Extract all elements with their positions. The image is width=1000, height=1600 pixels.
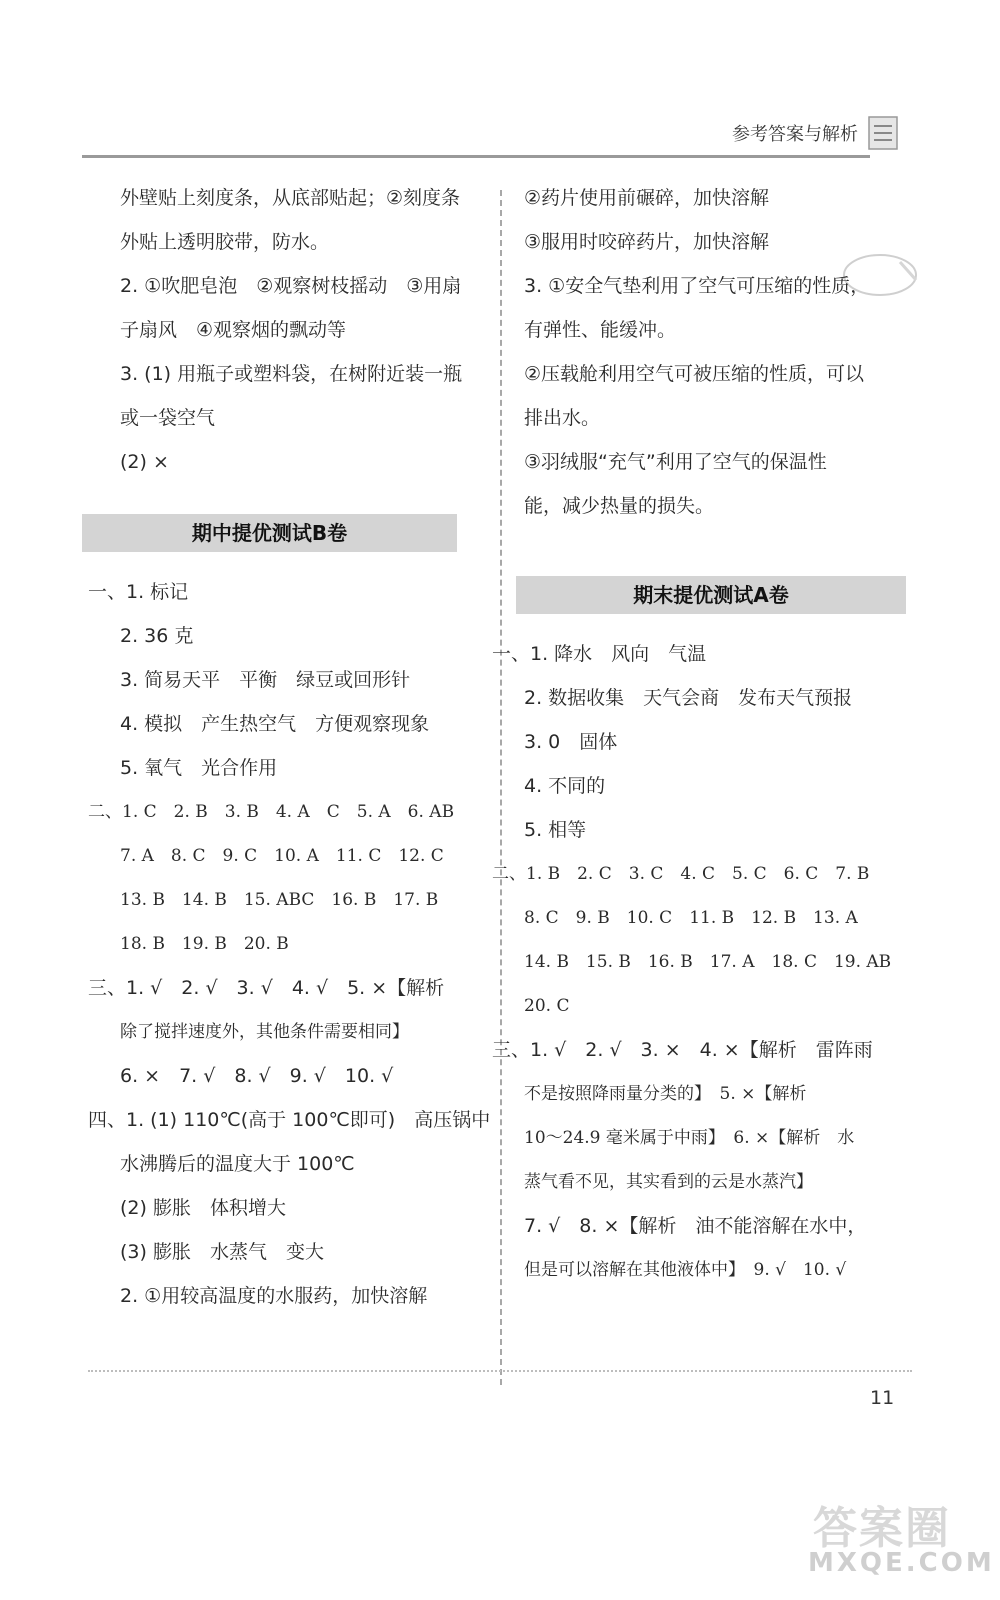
left-pre-block	[88, 176, 478, 484]
text-line: ②压载舱利用空气可被压缩的性质，可以	[524, 363, 865, 385]
text-line: 4. 模拟 产生热空气 方便观察现象	[120, 713, 430, 735]
header-title: 参考答案与解析	[732, 124, 858, 145]
text-line: 3. 简易天平 平衡 绿豆或回形针	[120, 669, 411, 691]
text-line: 四、1. (1) 110℃(高于 100℃即可) 高压锅中	[88, 1109, 491, 1131]
text-line: 二、1. C 2. B 3. B 4. A C 5. A 6. AB	[88, 802, 455, 822]
text-line: 有弹性、能缓冲。	[524, 319, 677, 341]
text-line: 或一袋空气	[120, 407, 216, 429]
header-rule	[82, 155, 870, 158]
text-line: ③羽绒服“充气”利用了空气的保温性	[524, 451, 827, 473]
footer-rule	[88, 1370, 912, 1372]
text-line: 14. B 15. B 16. B 17. A 18. C 19. AB	[524, 952, 892, 972]
text-line: 5. 相等	[524, 819, 587, 841]
text-line: 2. ①用较高温度的水服药，加快溶解	[120, 1285, 428, 1307]
right-post-block	[492, 632, 914, 1292]
text-line: 三、1. √ 2. √ 3. √ 4. √ 5. ×【解析	[88, 977, 445, 999]
text-line: 除了搅拌速度外，其他条件需要相同】	[120, 1022, 409, 1042]
text-line: 5. 氧气 光合作用	[120, 757, 278, 779]
watermark-url: MXQE.COM	[808, 1548, 995, 1578]
text-line: 水沸腾后的温度大于 100℃	[120, 1153, 355, 1175]
left-post-block	[88, 570, 491, 1318]
text-line: 13. B 14. B 15. ABC 16. B 17. B	[120, 890, 439, 910]
text-line: 4. 不同的	[524, 775, 606, 797]
text-line: 6. × 7. √ 8. √ 9. √ 10. √	[120, 1065, 394, 1087]
text-line: 二、1. B 2. C 3. C 4. C 5. C 6. C 7. B	[492, 864, 870, 884]
text-line: 8. C 9. B 10. C 11. B 12. B 13. A	[524, 908, 858, 928]
text-line: 蒸气看不见，其实看到的云是水蒸汽】	[524, 1172, 813, 1192]
text-line: 不是按照降雨量分类的】 5. ×【解析	[524, 1084, 807, 1104]
text-line: 7. √ 8. ×【解析 油不能溶解在水中，	[524, 1215, 867, 1237]
left-column	[88, 176, 491, 1318]
text-line: 排出水。	[524, 407, 601, 429]
right-column	[492, 176, 914, 1292]
text-line: 20. C	[524, 996, 570, 1016]
text-line: 但是可以溶解在其他液体中】 9. √ 10. √	[524, 1260, 847, 1280]
text-line: 三、1. √ 2. √ 3. × 4. ×【解析 雷阵雨	[492, 1039, 873, 1061]
page-number: 11	[870, 1387, 895, 1409]
section-title-midterm-b: 期中提优测试B卷	[82, 514, 457, 552]
text-line: 一、1. 标记	[88, 581, 189, 603]
text-line: ③服用时咬碎药片，加快溶解	[524, 231, 770, 253]
text-line: ②药片使用前碾碎，加快溶解	[524, 187, 770, 209]
page-header	[82, 118, 910, 158]
text-line: 外贴上透明胶带，防水。	[120, 231, 330, 253]
text-line: 7. A 8. C 9. C 10. A 11. C 12. C	[120, 846, 444, 866]
text-line: (3) 膨胀 水蒸气 变大	[120, 1241, 324, 1263]
text-line: 18. B 19. B 20. B	[120, 934, 289, 954]
text-line: 3. (1) 用瓶子或塑料袋，在树附近装一瓶	[120, 363, 463, 385]
text-line: 2. 数据收集 天气会商 发布天气预报	[524, 687, 853, 709]
watermark-logo-text: 答案圈	[813, 1503, 951, 1554]
text-line: 3. 0 固体	[524, 731, 618, 753]
text-line: (2) ×	[120, 451, 169, 473]
book-icon	[868, 116, 898, 150]
text-line: 能，减少热量的损失。	[524, 495, 715, 517]
column-divider	[500, 190, 502, 1385]
text-line: 外壁贴上刻度条，从底部贴起；②刻度条	[120, 187, 461, 209]
text-line: 一、1. 降水 风向 气温	[492, 643, 707, 665]
right-pre-block	[524, 176, 914, 528]
text-line: 10～24.9 毫米属于中雨】 6. ×【解析 水	[524, 1128, 855, 1148]
text-line: (2) 膨胀 体积增大	[120, 1197, 286, 1219]
section-title-final-a: 期末提优测试A卷	[516, 576, 906, 614]
text-line: 子扇风 ④观察烟的飘动等	[120, 319, 347, 341]
text-line: 3. ①安全气垫利用了空气可压缩的性质，	[524, 275, 870, 297]
text-line: 2. 36 克	[120, 625, 194, 647]
text-line: 2. ①吹肥皂泡 ②观察树枝摇动 ③用扇	[120, 275, 462, 297]
